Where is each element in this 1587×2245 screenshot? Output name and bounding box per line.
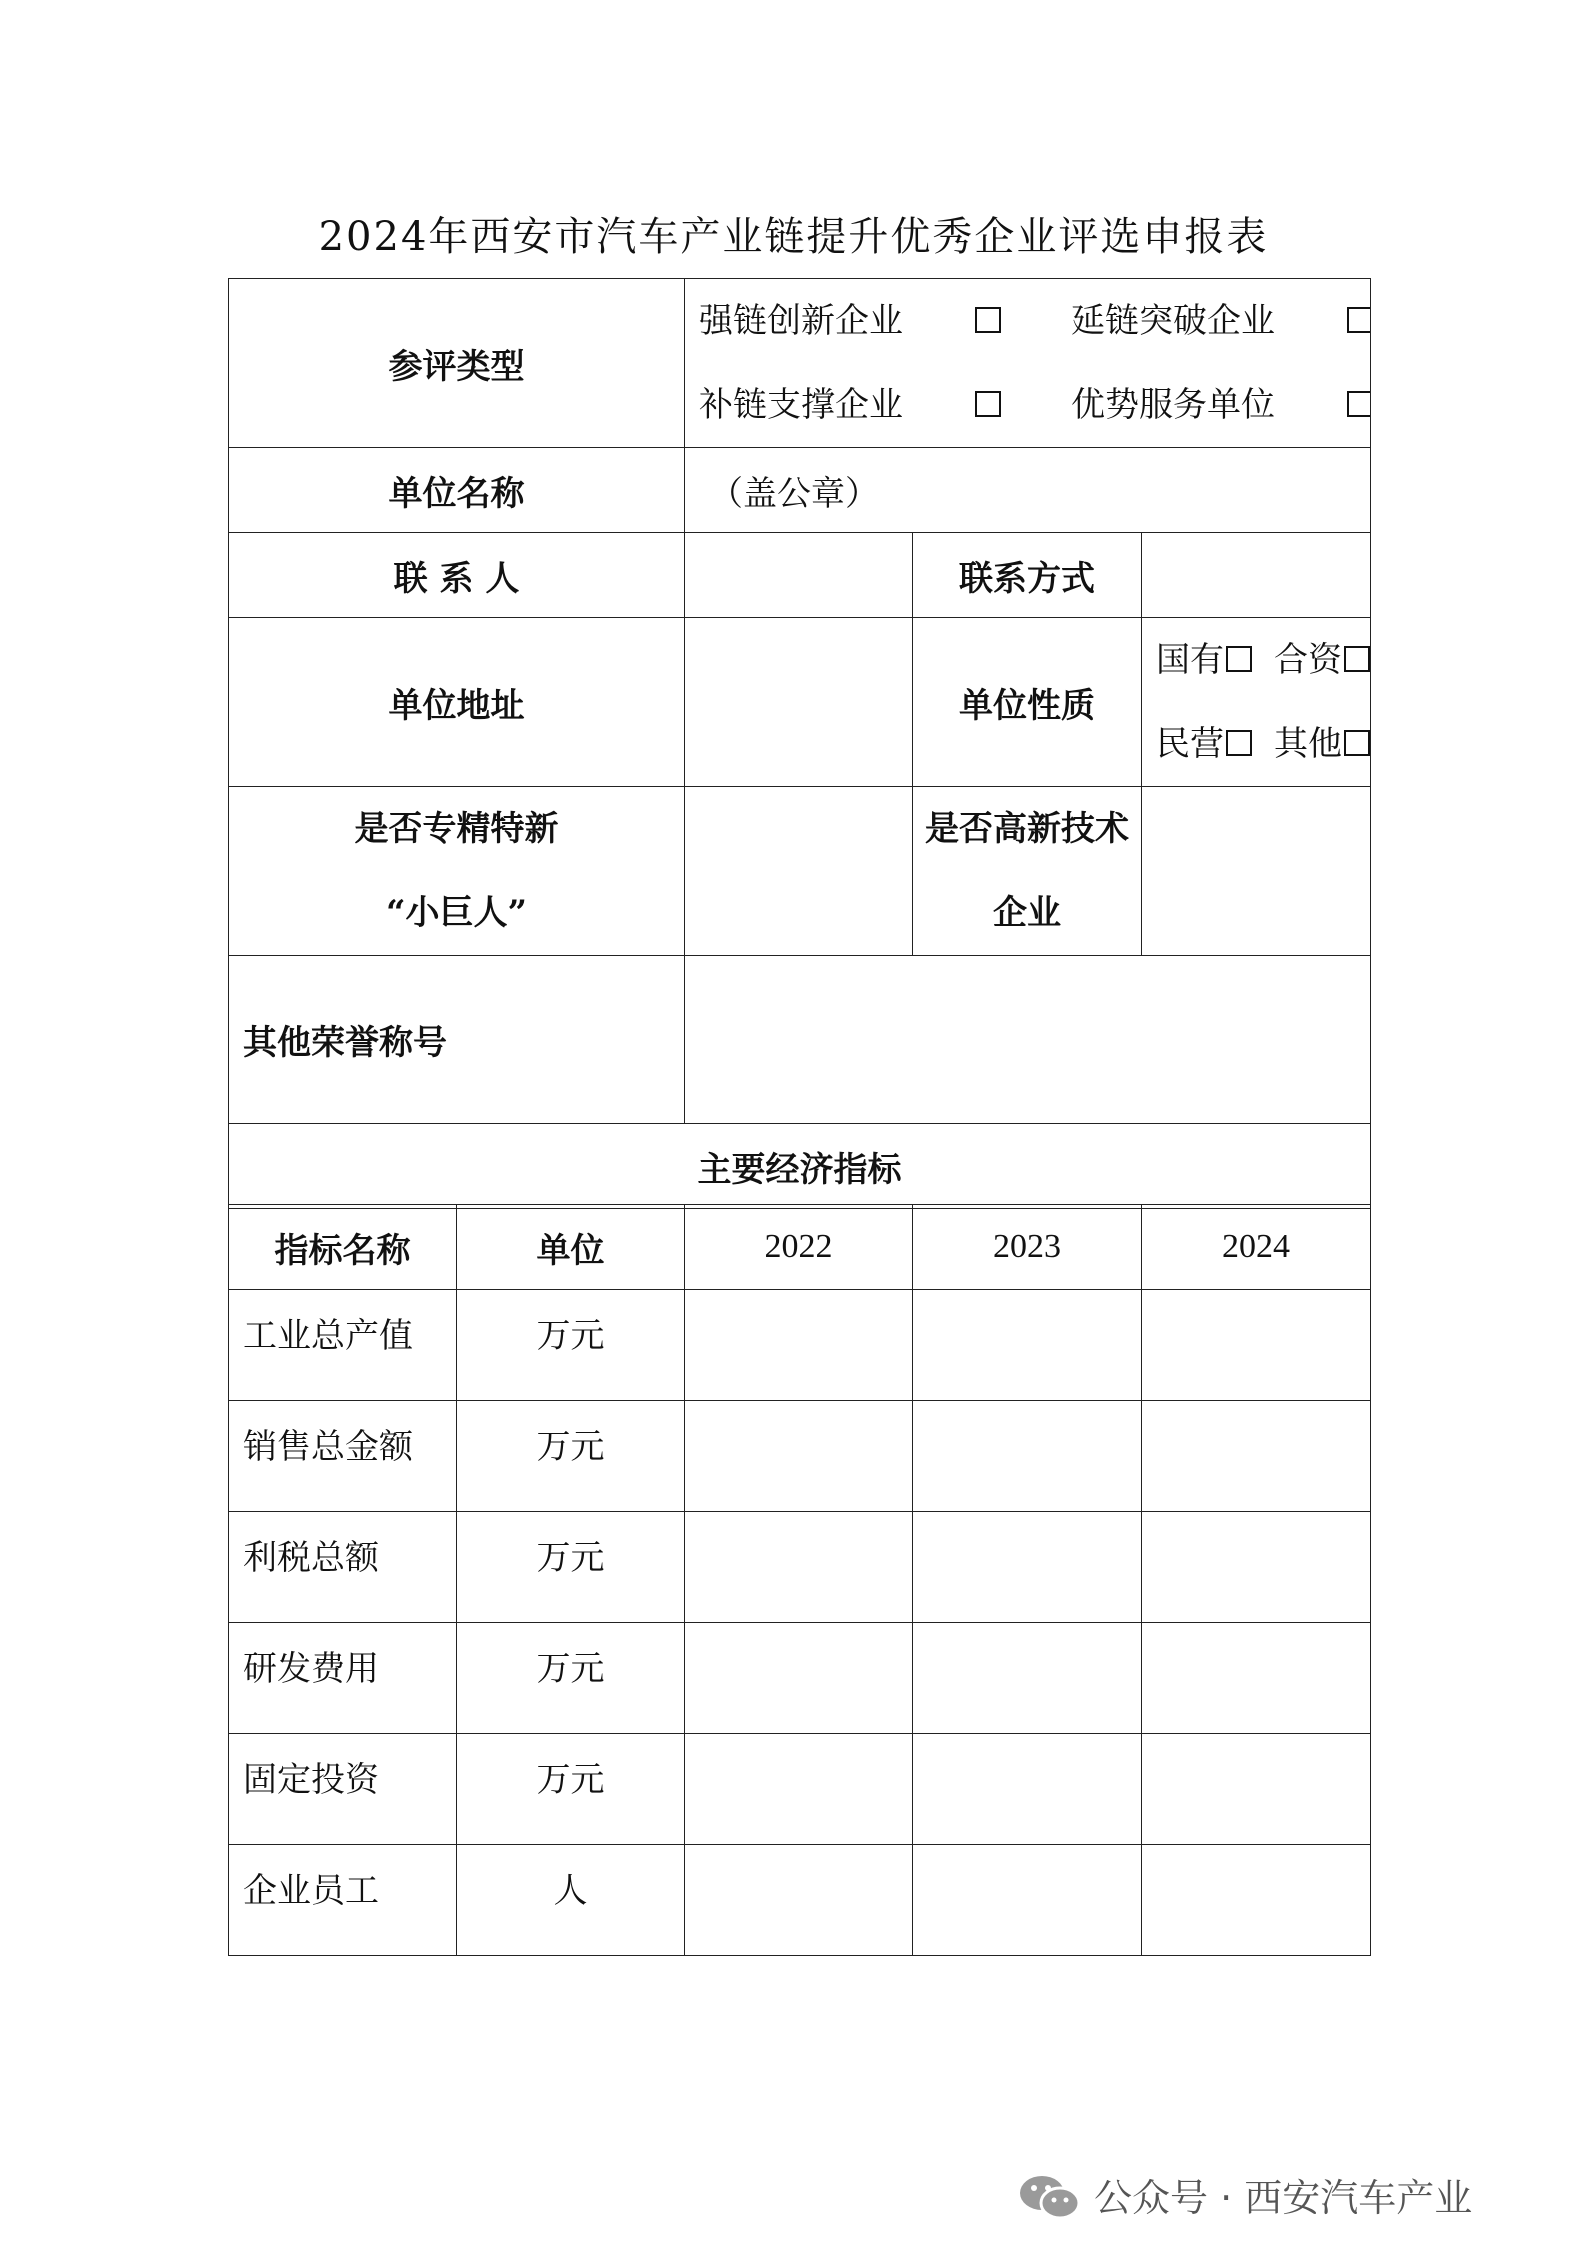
indicator-name: 工业总产值 (229, 1290, 457, 1401)
table-row (229, 1734, 1371, 1845)
indicator-unit: 万元 (457, 1401, 685, 1512)
nature-options (1142, 618, 1371, 787)
checkbox[interactable] (975, 391, 1001, 417)
honors-row (229, 956, 1371, 1124)
option-service-unit[interactable]: 优势服务单位 (1057, 363, 1371, 447)
option-strong-chain[interactable]: 强链创新企业 (685, 279, 1057, 363)
table-row (229, 1512, 1371, 1623)
value-cell[interactable] (1142, 1401, 1371, 1512)
value-cell[interactable] (685, 1623, 913, 1734)
checkbox[interactable] (1226, 730, 1252, 756)
contact-field[interactable] (685, 533, 913, 618)
indicator-unit: 万元 (457, 1623, 685, 1734)
option-extend-chain[interactable]: 延链突破企业 (1057, 279, 1371, 363)
category-row (229, 279, 1371, 448)
table-row (229, 1623, 1371, 1734)
checkbox[interactable] (1344, 730, 1370, 756)
table-row (229, 1401, 1371, 1512)
option-state-owned[interactable]: 国有 (1156, 618, 1252, 702)
econ-header: 主要经济指标 (229, 1124, 1371, 1209)
option-private[interactable]: 民营 (1156, 702, 1252, 786)
address-label: 单位地址 (229, 618, 685, 787)
checkbox[interactable] (1226, 646, 1252, 672)
checkbox[interactable] (1347, 391, 1371, 417)
col-indicator-name: 指标名称 (229, 1205, 457, 1290)
checkbox[interactable] (1344, 646, 1370, 672)
value-cell[interactable] (913, 1623, 1142, 1734)
value-cell[interactable] (685, 1290, 913, 1401)
specialized-label: 是否专精特新 “小巨人” (229, 787, 685, 956)
value-cell[interactable] (1142, 1734, 1371, 1845)
table-row (229, 1290, 1371, 1401)
unit-name-row (229, 448, 1371, 533)
application-form (228, 278, 1371, 1209)
option-joint-venture[interactable]: 合资 (1274, 618, 1370, 702)
value-cell[interactable] (685, 1512, 913, 1623)
indicator-name: 销售总金额 (229, 1401, 457, 1512)
value-cell[interactable] (913, 1734, 1142, 1845)
specialized-field[interactable] (685, 787, 913, 956)
col-year-2022: 2022 (685, 1205, 913, 1290)
col-year-2024: 2024 (1142, 1205, 1371, 1290)
page-title: 2024年西安市汽车产业链提升优秀企业评选申报表 (318, 214, 1269, 260)
econ-header-row (229, 1124, 1371, 1209)
checkbox[interactable] (975, 307, 1001, 333)
hightech-field[interactable] (1142, 787, 1371, 956)
category-options (685, 279, 1371, 448)
col-year-2023: 2023 (913, 1205, 1142, 1290)
checkbox[interactable] (1347, 307, 1371, 333)
value-cell[interactable] (913, 1290, 1142, 1401)
indicator-unit: 万元 (457, 1290, 685, 1401)
value-cell[interactable] (913, 1401, 1142, 1512)
value-cell[interactable] (913, 1512, 1142, 1623)
value-cell[interactable] (685, 1734, 913, 1845)
value-cell[interactable] (1142, 1290, 1371, 1401)
qualification-row (229, 787, 1371, 956)
value-cell[interactable] (913, 1845, 1142, 1956)
value-cell[interactable] (1142, 1845, 1371, 1956)
value-cell[interactable] (1142, 1623, 1371, 1734)
watermark (1018, 2168, 1472, 2228)
value-cell[interactable] (685, 1401, 913, 1512)
contact-label: 联 系 人 (229, 533, 685, 618)
address-row (229, 618, 1371, 787)
contact-method-label: 联系方式 (913, 533, 1142, 618)
value-cell[interactable] (685, 1845, 913, 1956)
hightech-label: 是否高新技术 企业 (913, 787, 1142, 956)
honors-field[interactable] (685, 956, 1371, 1124)
wechat-icon (1018, 2174, 1082, 2220)
value-cell[interactable] (1142, 1512, 1371, 1623)
honors-label: 其他荣誉称号 (229, 956, 685, 1124)
indicator-unit: 万元 (457, 1512, 685, 1623)
unit-name-field[interactable]: （盖公章） (685, 448, 1371, 533)
indicator-name: 固定投资 (229, 1734, 457, 1845)
table-row (229, 1845, 1371, 1956)
contact-method-field[interactable] (1142, 533, 1371, 618)
econ-column-header (229, 1205, 1371, 1290)
contact-row (229, 533, 1371, 618)
econ-table (228, 1204, 1371, 1956)
option-supplement-chain[interactable]: 补链支撑企业 (685, 363, 1057, 447)
option-other[interactable]: 其他 (1274, 702, 1370, 786)
unit-name-label: 单位名称 (229, 448, 685, 533)
indicator-name: 利税总额 (229, 1512, 457, 1623)
indicator-unit: 万元 (457, 1734, 685, 1845)
col-unit: 单位 (457, 1205, 685, 1290)
indicator-name: 企业员工 (229, 1845, 457, 1956)
category-label: 参评类型 (229, 279, 685, 448)
indicator-unit: 人 (457, 1845, 685, 1956)
indicator-name: 研发费用 (229, 1623, 457, 1734)
nature-label: 单位性质 (913, 618, 1142, 787)
address-field[interactable] (685, 618, 913, 787)
watermark-text: 公众号 · 西安汽车产业 (1094, 2176, 1473, 2220)
